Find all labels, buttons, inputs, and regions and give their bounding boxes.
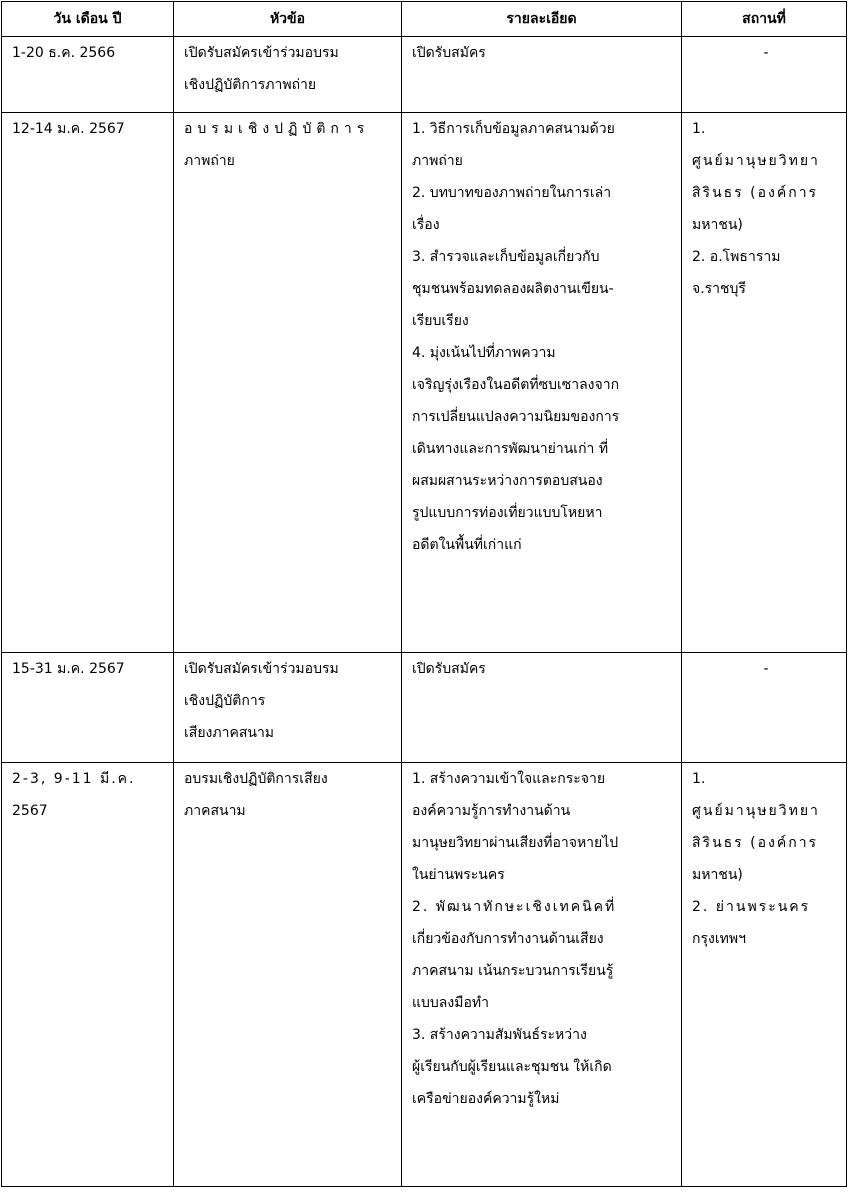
- details-line: รูปแบบการท่องเที่ยวแบบโหยหา: [412, 505, 603, 521]
- location-line: กรุงเทพฯ: [692, 931, 746, 947]
- topic-line: อบรมเชิงปฏิบัติการเสียง: [184, 771, 328, 787]
- date-cell: [2, 763, 174, 1187]
- details-line: 1. วิธีการเก็บข้อมูลภาคสนามด้วย: [412, 121, 615, 137]
- topic-line: ภาพถ่าย: [184, 153, 235, 169]
- details-line: มานุษยวิทยาผ่านเสียงที่อาจหายไป: [412, 835, 619, 851]
- details-line: เปิดรับสมัคร: [412, 661, 486, 677]
- details-cell: [402, 763, 682, 1187]
- details-line: 1. สร้างความเข้าใจและกระจาย: [412, 771, 606, 787]
- topic-cell: [174, 37, 402, 113]
- header-location: สถานที่: [682, 2, 847, 37]
- topic-line: เสียงภาคสนาม: [184, 725, 275, 741]
- details-line: เจริญรุ่งเรืองในอดีตที่ซบเซาลงจาก: [412, 377, 620, 393]
- details-line: 3. สำรวจและเก็บข้อมูลเกี่ยวกับ: [412, 249, 600, 265]
- location-line: 1.: [692, 121, 706, 137]
- schedule-table: [1, 1, 847, 1187]
- topic-cell: [174, 763, 402, 1187]
- details-line: 3. สร้างความสัมพันธ์ระหว่าง: [412, 1027, 587, 1043]
- details-cell: [402, 653, 682, 763]
- date-cell: [2, 653, 174, 763]
- date-cell: [2, 113, 174, 653]
- location-cell: [682, 113, 847, 653]
- location-line: -: [763, 45, 769, 61]
- topic-line: เปิดรับสมัครเข้าร่วมอบรม: [184, 661, 339, 677]
- table-row: [2, 113, 847, 653]
- date-line: 1-20 ธ.ค. 2566: [12, 45, 116, 61]
- details-line: เกี่ยวข้องกับการทำงานด้านเสียง: [412, 931, 604, 947]
- table-row: [2, 37, 847, 113]
- location-line: จ.ราชบุรี: [692, 281, 746, 297]
- header-date: วัน เดือน ปี: [2, 2, 174, 37]
- location-line: 2. อ.โพธาราม: [692, 249, 781, 265]
- details-line: ผสมผสานระหว่างการตอบสนอง: [412, 473, 603, 489]
- location-line: -: [763, 661, 769, 677]
- details-line: 2. บทบาทของภาพถ่ายในการเล่า: [412, 185, 612, 201]
- details-cell: [402, 113, 682, 653]
- details-line: เปิดรับสมัคร: [412, 45, 486, 61]
- location-line: 2. ย่านพระนคร: [692, 899, 811, 915]
- date-line: 2-3, 9-11 มี.ค.: [12, 771, 136, 787]
- table-row: [2, 763, 847, 1187]
- details-line: แบบลงมือทำ: [412, 995, 489, 1011]
- location-line: มหาชน): [692, 867, 743, 883]
- details-line: เครือข่ายองค์ความรู้ใหม่: [412, 1091, 560, 1107]
- details-line: เดินทางและการพัฒนาย่านเก่า ที่: [412, 441, 609, 457]
- topic-line: เปิดรับสมัครเข้าร่วมอบรม: [184, 45, 339, 61]
- details-cell: [402, 37, 682, 113]
- details-line: อดีตในพื้นที่เก่าแก่: [412, 537, 522, 553]
- date-line: 12-14 ม.ค. 2567: [12, 121, 125, 137]
- details-line: 4. มุ่งเน้นไปที่ภาพความ: [412, 345, 556, 361]
- details-line: ภาคสนาม เน้นกระบวนการเรียนรู้: [412, 963, 614, 979]
- details-line: การเปลี่ยนแปลงความนิยมของการ: [412, 409, 620, 425]
- details-line: องค์ความรู้การทำงานด้าน: [412, 803, 571, 819]
- details-line: ในย่านพระนคร: [412, 867, 505, 883]
- details-line: เรื่อง: [412, 217, 440, 233]
- location-cell: [682, 653, 847, 763]
- location-line: 1.: [692, 771, 706, 787]
- details-line: ผู้เรียนกับผู้เรียนและชุมชน ให้เกิด: [412, 1059, 612, 1075]
- topic-line: อบรมเชิงปฏิบัติการ: [184, 121, 370, 137]
- location-cell: [682, 37, 847, 113]
- topic-cell: [174, 653, 402, 763]
- table-row: [2, 653, 847, 763]
- table-header-row: [2, 2, 847, 37]
- location-line: สิรินธร (องค์การ: [692, 835, 819, 851]
- topic-line: เชิงปฏิบัติการภาพถ่าย: [184, 77, 317, 93]
- details-line: ภาพถ่าย: [412, 153, 463, 169]
- topic-cell: [174, 113, 402, 653]
- date-line: 15-31 ม.ค. 2567: [12, 661, 125, 677]
- location-line: มหาชน): [692, 217, 743, 233]
- details-line: ชุมชนพร้อมทดลองผลิตงานเขียน-: [412, 281, 614, 297]
- location-line: ศูนย์มานุษยวิทยา: [692, 153, 820, 169]
- date-line: 2567: [12, 803, 48, 819]
- header-topic: หัวข้อ: [174, 2, 402, 37]
- location-cell: [682, 763, 847, 1187]
- details-line: 2. พัฒนาทักษะเชิงเทคนิคที่: [412, 899, 617, 915]
- location-line: ศูนย์มานุษยวิทยา: [692, 803, 820, 819]
- topic-line: ภาคสนาม: [184, 803, 246, 819]
- header-details: รายละเอียด: [402, 2, 682, 37]
- location-line: สิรินธร (องค์การ: [692, 185, 819, 201]
- topic-line: เชิงปฏิบัติการ: [184, 693, 266, 709]
- date-cell: [2, 37, 174, 113]
- details-line: เรียบเรียง: [412, 313, 469, 329]
